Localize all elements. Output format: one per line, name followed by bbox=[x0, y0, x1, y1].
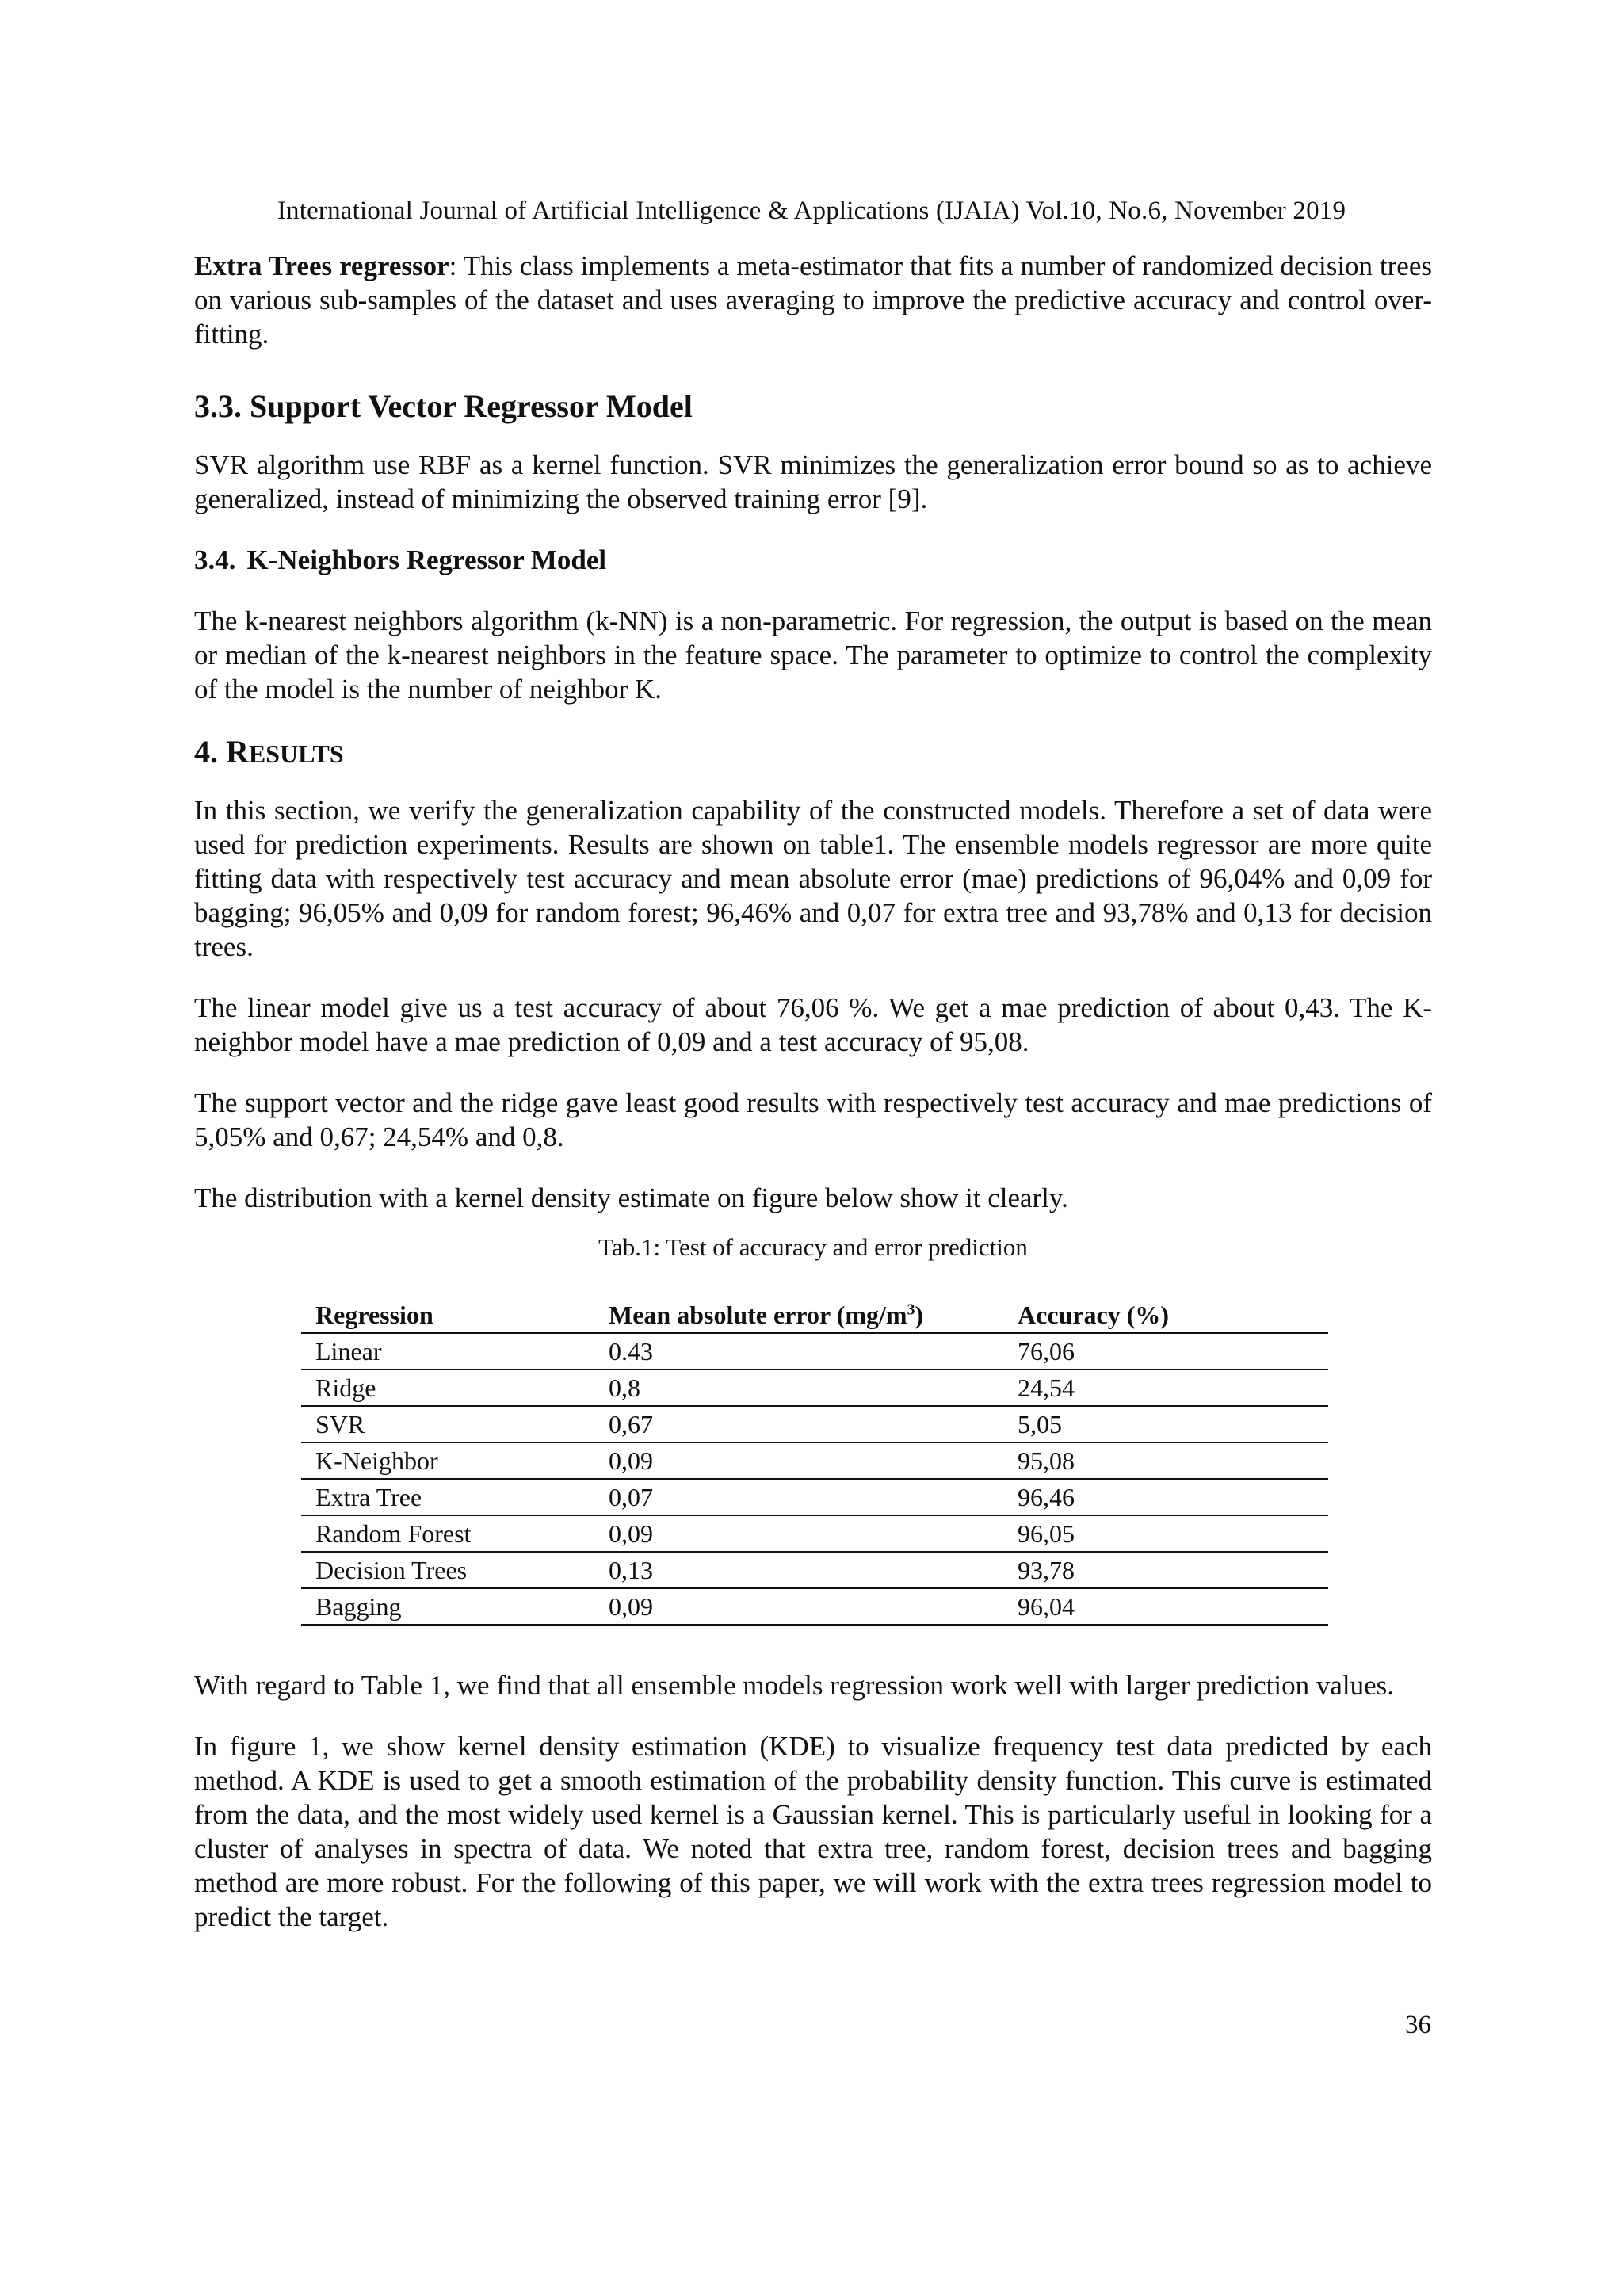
cell-mae: 0,09 bbox=[594, 1442, 1003, 1479]
cell-regression: SVR bbox=[301, 1406, 594, 1442]
header-accuracy: Accuracy (%) bbox=[1003, 1299, 1328, 1333]
table-row bbox=[301, 1588, 1328, 1625]
cell-mae: 0,09 bbox=[594, 1588, 1003, 1625]
cell-accuracy: 93,78 bbox=[1003, 1552, 1328, 1588]
cell-mae: 0.43 bbox=[594, 1333, 1003, 1370]
cell-regression: Extra Tree bbox=[301, 1479, 594, 1515]
cell-accuracy: 96,04 bbox=[1003, 1588, 1328, 1625]
conclusion-paragraph-2: In figure 1, we show kernel density estimation (KDE) to visualize frequency test data predicted by each method. A KDE is used to get a smooth estimation of the probability density function. This curve is estimated from the data, and the most widely used kernel is a Gaussian kernel. This is particularly useful in looking for a cluster of analyses in spectra of data. We noted that extra tree, random forest, decision trees and bagging method are more robust. For the following of this paper, we will work with the extra trees regression model to predict the target. bbox=[194, 1731, 1432, 1932]
cell-accuracy: 95,08 bbox=[1003, 1442, 1328, 1479]
cell-accuracy: 96,05 bbox=[1003, 1515, 1328, 1552]
heading-results bbox=[194, 733, 1432, 773]
heading-results-number: 4. bbox=[194, 734, 226, 770]
knn-paragraph: The k-nearest neighbors algorithm (k-NN) is a non-parametric. For regression, the output is based on the mean or median of the k-nearest neighbors in the feature space. The parameter to optimize to control the complexity of the model is the number of neighbor K. bbox=[194, 606, 1432, 705]
header-mae: Mean absolute error $(mg/m^3)$ bbox=[594, 1299, 1003, 1333]
cell-accuracy: 24,54 bbox=[1003, 1370, 1328, 1406]
cell-regression: Linear bbox=[301, 1333, 594, 1370]
header-regression: Regression bbox=[301, 1299, 594, 1333]
cell-accuracy: 5,05 bbox=[1003, 1406, 1328, 1442]
cell-accuracy: 76,06 bbox=[1003, 1333, 1328, 1370]
cell-regression: Bagging bbox=[301, 1588, 594, 1625]
table-row bbox=[301, 1479, 1328, 1515]
table-row bbox=[301, 1442, 1328, 1479]
cell-regression: Random Forest bbox=[301, 1515, 594, 1552]
table-row bbox=[301, 1406, 1328, 1442]
heading-k-neighbors-regressor bbox=[194, 543, 1432, 577]
cell-regression: K-Neighbor bbox=[301, 1442, 594, 1479]
table-row bbox=[301, 1552, 1328, 1588]
cell-accuracy: 96,46 bbox=[1003, 1479, 1328, 1515]
extra-trees-paragraph bbox=[194, 249, 1432, 351]
heading-results-rest: ESULTS bbox=[248, 739, 344, 768]
results-paragraph-2: The linear model give us a test accuracy of about 76,06 %. We get a mae prediction of about 0,43. The K-neighbor model have a mae prediction of 0,09 and a test accuracy of 95,08. bbox=[194, 992, 1432, 1057]
cell-mae: 0,07 bbox=[594, 1479, 1003, 1515]
results-paragraph-1: In this section, we verify the generalization capability of the constructed models. Therefore a set of data were used for prediction experiments. Results are shown on table1. The ensemble models regressor are more quite fitting data with respectively test accuracy and mean absolute error (mae) predictions of 96,04% and 0,09 for bagging; 96,05% and 0,09 for random forest; 96,46% and 0,07 for extra tree and 93,78% and 0,13 for decision trees. bbox=[194, 795, 1432, 962]
table-caption: Tab.1: Test of accuracy and error prediction bbox=[598, 1233, 1028, 1261]
table-header-row bbox=[301, 1299, 1328, 1333]
extra-trees-text: : This class implements a meta-estimator that fits a number of randomized decision trees on various sub-samples of the dataset and uses averaging to improve the predictive accuracy and control over-fitting. bbox=[194, 250, 1432, 350]
cell-mae: 0,13 bbox=[594, 1552, 1003, 1588]
table-row bbox=[301, 1515, 1328, 1552]
page-content bbox=[194, 249, 1432, 1961]
heading-number: 3.4. bbox=[194, 544, 236, 575]
extra-trees-term: Extra Trees regressor bbox=[194, 250, 449, 281]
results-paragraph-3: The support vector and the ridge gave least good results with respectively test accuracy and mae predictions of 5,05% and 0,67; 24,54% and 0,8. bbox=[194, 1087, 1432, 1152]
svr-paragraph: SVR algorithm use RBF as a kernel function. SVR minimizes the generalization error bound so as to achieve generalized, instead of minimizing the observed training error [9]. bbox=[194, 449, 1432, 514]
cell-mae: 0,09 bbox=[594, 1515, 1003, 1552]
cell-mae: 0,8 bbox=[594, 1370, 1003, 1406]
heading-results-initial: R bbox=[226, 734, 249, 770]
page-number: 36 bbox=[1405, 2011, 1431, 2039]
cell-mae: 0,67 bbox=[594, 1406, 1003, 1442]
conclusion-paragraph-1: With regard to Table 1, we find that all ensemble models regression work well with larger prediction values. bbox=[194, 1670, 1395, 1701]
heading-title: K-Neighbors Regressor Model bbox=[246, 544, 607, 575]
cell-regression: Ridge bbox=[301, 1370, 594, 1406]
results-paragraph-4: The distribution with a kernel density estimate on figure below show it clearly. bbox=[194, 1182, 1068, 1213]
table-row bbox=[301, 1370, 1328, 1406]
running-header: International Journal of Artificial Intelligence & Applications (IJAIA) Vol.10, No.6, November 2019 bbox=[277, 197, 1346, 225]
heading-support-vector-regressor: 3.3. Support Vector Regressor Model bbox=[194, 388, 693, 424]
cell-regression: Decision Trees bbox=[301, 1552, 594, 1588]
table-row bbox=[301, 1333, 1328, 1370]
results-table bbox=[301, 1299, 1328, 1626]
